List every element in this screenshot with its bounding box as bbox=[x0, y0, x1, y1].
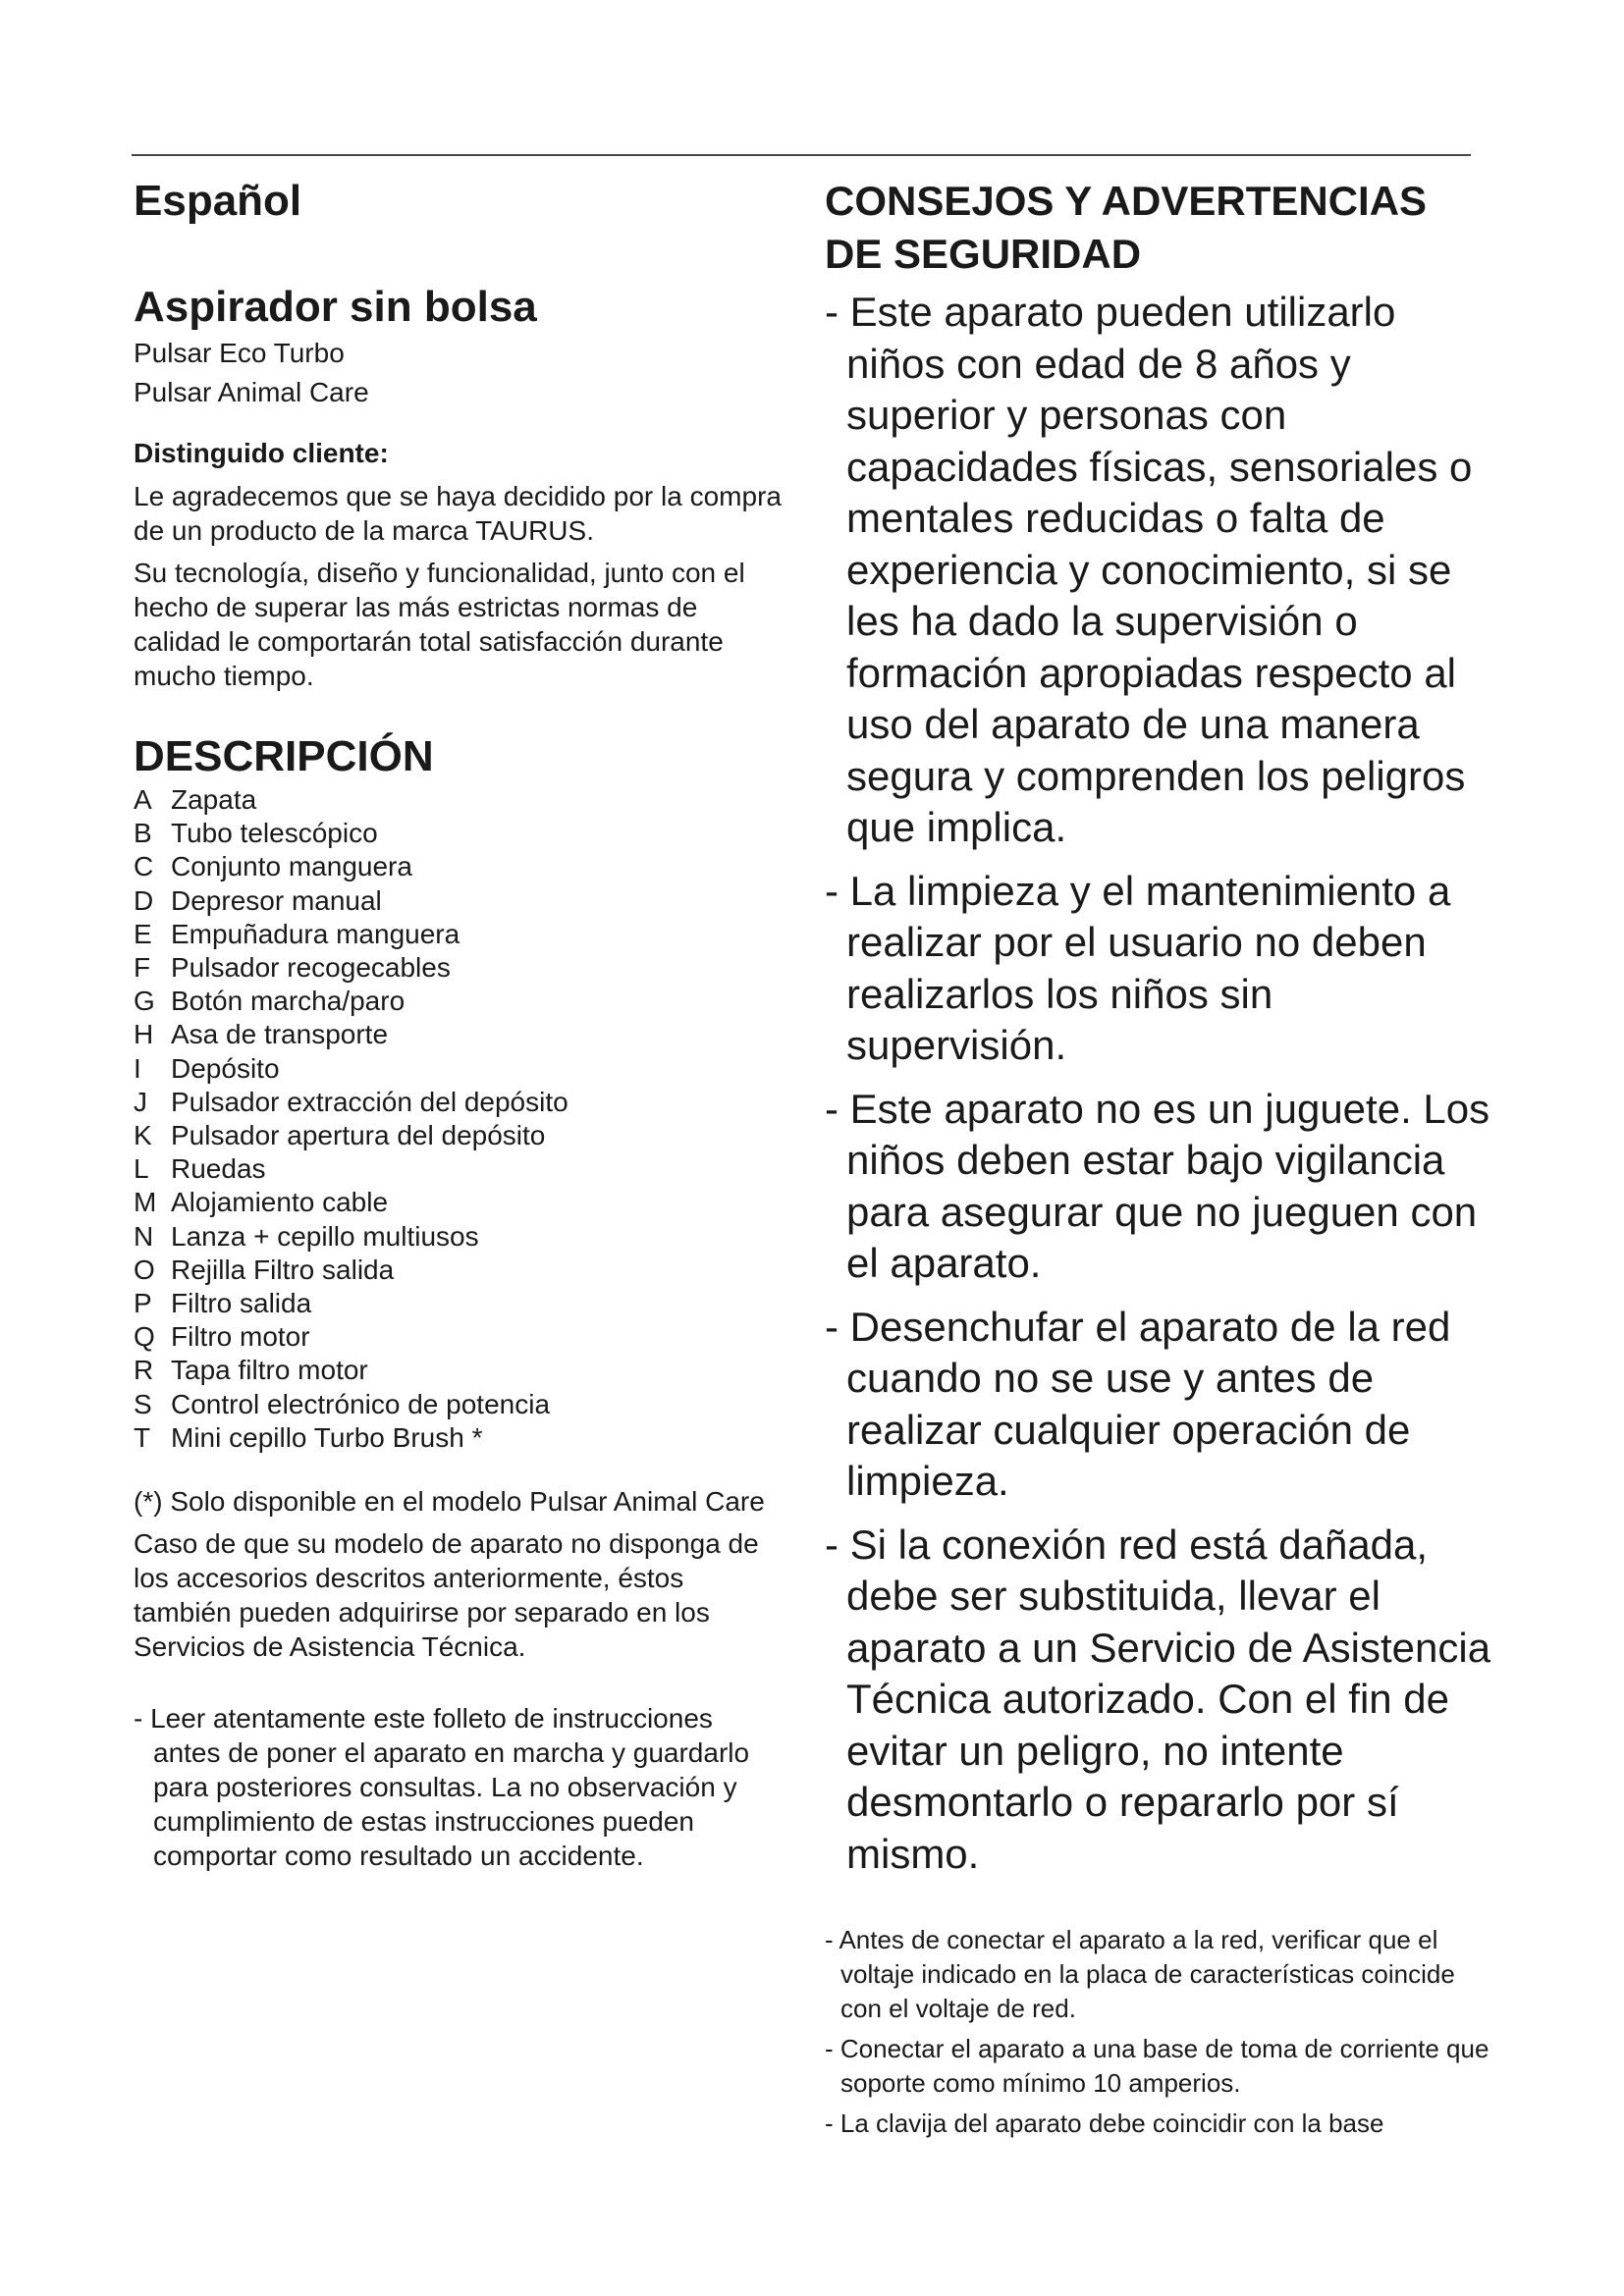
parts-list bbox=[134, 783, 782, 1455]
greeting: Distinguido cliente: bbox=[134, 438, 389, 468]
model-name: Pulsar Eco Turbo bbox=[134, 338, 345, 368]
part-letter: R bbox=[134, 1355, 154, 1386]
list-item bbox=[134, 918, 782, 951]
list-item bbox=[134, 1254, 782, 1287]
intro-paragraph: Su tecnología, diseño y funcionalidad, junto con el hecho de superar las más estrictas normas de calidad le comportarán total satisfacción durante mucho tiempo. bbox=[134, 558, 745, 691]
part-letter: C bbox=[134, 851, 154, 882]
part-label: Pulsador extracción del depósito bbox=[171, 1086, 568, 1117]
list-item bbox=[134, 1018, 782, 1051]
read-instructions-note: - Leer atentamente este folleto de instrucciones antes de poner el aparato en marcha y guardarlo para posteriores consultas. La no observación y cumplimiento de estas instrucciones pueden comportar como resultado un accidente. bbox=[134, 1703, 750, 1872]
part-letter: M bbox=[134, 1187, 157, 1218]
list-item bbox=[134, 884, 782, 918]
safety-warning: - Este aparato pueden utilizarlo niños con edad de 8 años y superior y personas con capacidades físicas, sensoriales o mentales reducidas o falta de experiencia y conocimiento, si se les ha dado la supervisión o formación apropiadas respecto al uso del aparato de una manera segura y comprenden los peligros que implica. bbox=[825, 289, 1473, 850]
part-letter: H bbox=[134, 1019, 154, 1050]
part-label: Lanza + cepillo multiusos bbox=[171, 1220, 479, 1252]
list-item bbox=[134, 1119, 782, 1152]
part-letter: E bbox=[134, 918, 152, 949]
part-letter: K bbox=[134, 1120, 152, 1151]
part-label: Conjunto manguera bbox=[171, 851, 412, 882]
list-item bbox=[134, 1388, 782, 1421]
list-item bbox=[134, 951, 782, 985]
part-label: Tubo telescópico bbox=[171, 818, 378, 849]
part-label: Zapata bbox=[171, 784, 257, 815]
model-name: Pulsar Animal Care bbox=[134, 377, 369, 407]
part-label: Ruedas bbox=[171, 1153, 266, 1185]
list-item bbox=[134, 1086, 782, 1119]
list-item bbox=[134, 1320, 782, 1354]
part-label: Pulsador recogecables bbox=[171, 952, 451, 984]
part-letter: Q bbox=[134, 1321, 155, 1353]
part-label: Tapa filtro motor bbox=[171, 1355, 368, 1386]
list-item bbox=[134, 1220, 782, 1254]
safety-note: - La clavija del aparato debe coincidir con la base bbox=[825, 2109, 1384, 2138]
part-letter: S bbox=[134, 1388, 152, 1419]
list-item bbox=[134, 1354, 782, 1387]
part-label: Empuñadura manguera bbox=[171, 918, 460, 949]
list-item bbox=[134, 817, 782, 850]
list-item bbox=[134, 850, 782, 883]
part-label: Alojamiento cable bbox=[171, 1187, 389, 1218]
part-letter: I bbox=[134, 1052, 141, 1084]
part-letter: F bbox=[134, 952, 151, 984]
part-label: Filtro motor bbox=[171, 1321, 310, 1353]
list-item bbox=[134, 985, 782, 1018]
header-rule bbox=[132, 154, 1471, 156]
right-column bbox=[825, 175, 1492, 2147]
left-column bbox=[134, 175, 782, 1873]
safety-warning: - Este aparato no es un juguete. Los niños deben estar bajo vigilancia para asegurar que no jueguen con el aparato. bbox=[825, 1085, 1490, 1286]
part-letter: J bbox=[134, 1086, 147, 1117]
product-title: Aspirador sin bolsa bbox=[134, 283, 537, 331]
part-letter: A bbox=[134, 784, 152, 815]
part-label: Depósito bbox=[171, 1052, 280, 1084]
part-letter: N bbox=[134, 1220, 154, 1252]
part-label: Mini cepillo Turbo Brush * bbox=[171, 1421, 483, 1453]
part-letter: P bbox=[134, 1288, 152, 1319]
safety-warning: - La limpieza y el mantenimiento a realizar por el usuario no deben realizarlos los niños sin supervisión. bbox=[825, 867, 1451, 1068]
safety-note: - Conectar el aparato a una base de toma de corriente que soporte como mínimo 10 amperios. bbox=[825, 2034, 1489, 2098]
part-letter: T bbox=[134, 1421, 151, 1453]
list-item bbox=[134, 783, 782, 817]
safety-note: - Antes de conectar el aparato a la red, verificar que el voltaje indicado en la placa de características coincide con el voltaje de red. bbox=[825, 1925, 1455, 2023]
part-letter: B bbox=[134, 818, 152, 849]
safety-warning: - Desenchufar el aparato de la red cuando no se use y antes de realizar cualquier operación de limpieza. bbox=[825, 1303, 1451, 1504]
list-item bbox=[134, 1052, 782, 1086]
intro-paragraph: Le agradecemos que se haya decidido por la compra de un producto de la marca TAURUS. bbox=[134, 481, 782, 546]
language-heading: Español bbox=[134, 177, 302, 225]
part-label: Control electrónico de potencia bbox=[171, 1388, 551, 1419]
list-item bbox=[134, 1287, 782, 1320]
part-label: Botón marcha/paro bbox=[171, 986, 406, 1017]
part-letter: G bbox=[134, 986, 155, 1017]
part-label: Filtro salida bbox=[171, 1288, 312, 1319]
description-heading: DESCRIPCIÓN bbox=[134, 732, 434, 780]
part-label: Rejilla Filtro salida bbox=[171, 1254, 395, 1285]
list-item bbox=[134, 1186, 782, 1219]
safety-heading: CONSEJOS Y ADVERTENCIAS DE SEGURIDAD bbox=[825, 178, 1428, 277]
accessories-note: Caso de que su modelo de aparato no disponga de los accesorios descritos anteriormente, éstos también pueden adquirirse por separado en los Servicios de Asistencia Técnica. bbox=[134, 1528, 759, 1663]
list-item bbox=[134, 1152, 782, 1186]
part-label: Depresor manual bbox=[171, 884, 382, 916]
part-label: Pulsador apertura del depósito bbox=[171, 1120, 546, 1151]
safety-warning: - Si la conexión red está dañada, debe ser substituida, llevar el aparato a un Servicio de Asistencia Técnica autorizado. Con el fin de evitar un peligro, no intente desmontarlo o repararlo por sí mismo. bbox=[825, 1521, 1491, 1877]
part-letter: D bbox=[134, 884, 154, 916]
part-label: Asa de transporte bbox=[171, 1019, 389, 1050]
list-item bbox=[134, 1421, 782, 1455]
part-letter: O bbox=[134, 1254, 155, 1285]
part-letter: L bbox=[134, 1153, 149, 1185]
footnote: (*) Solo disponible en el modelo Pulsar Animal Care bbox=[134, 1486, 765, 1518]
